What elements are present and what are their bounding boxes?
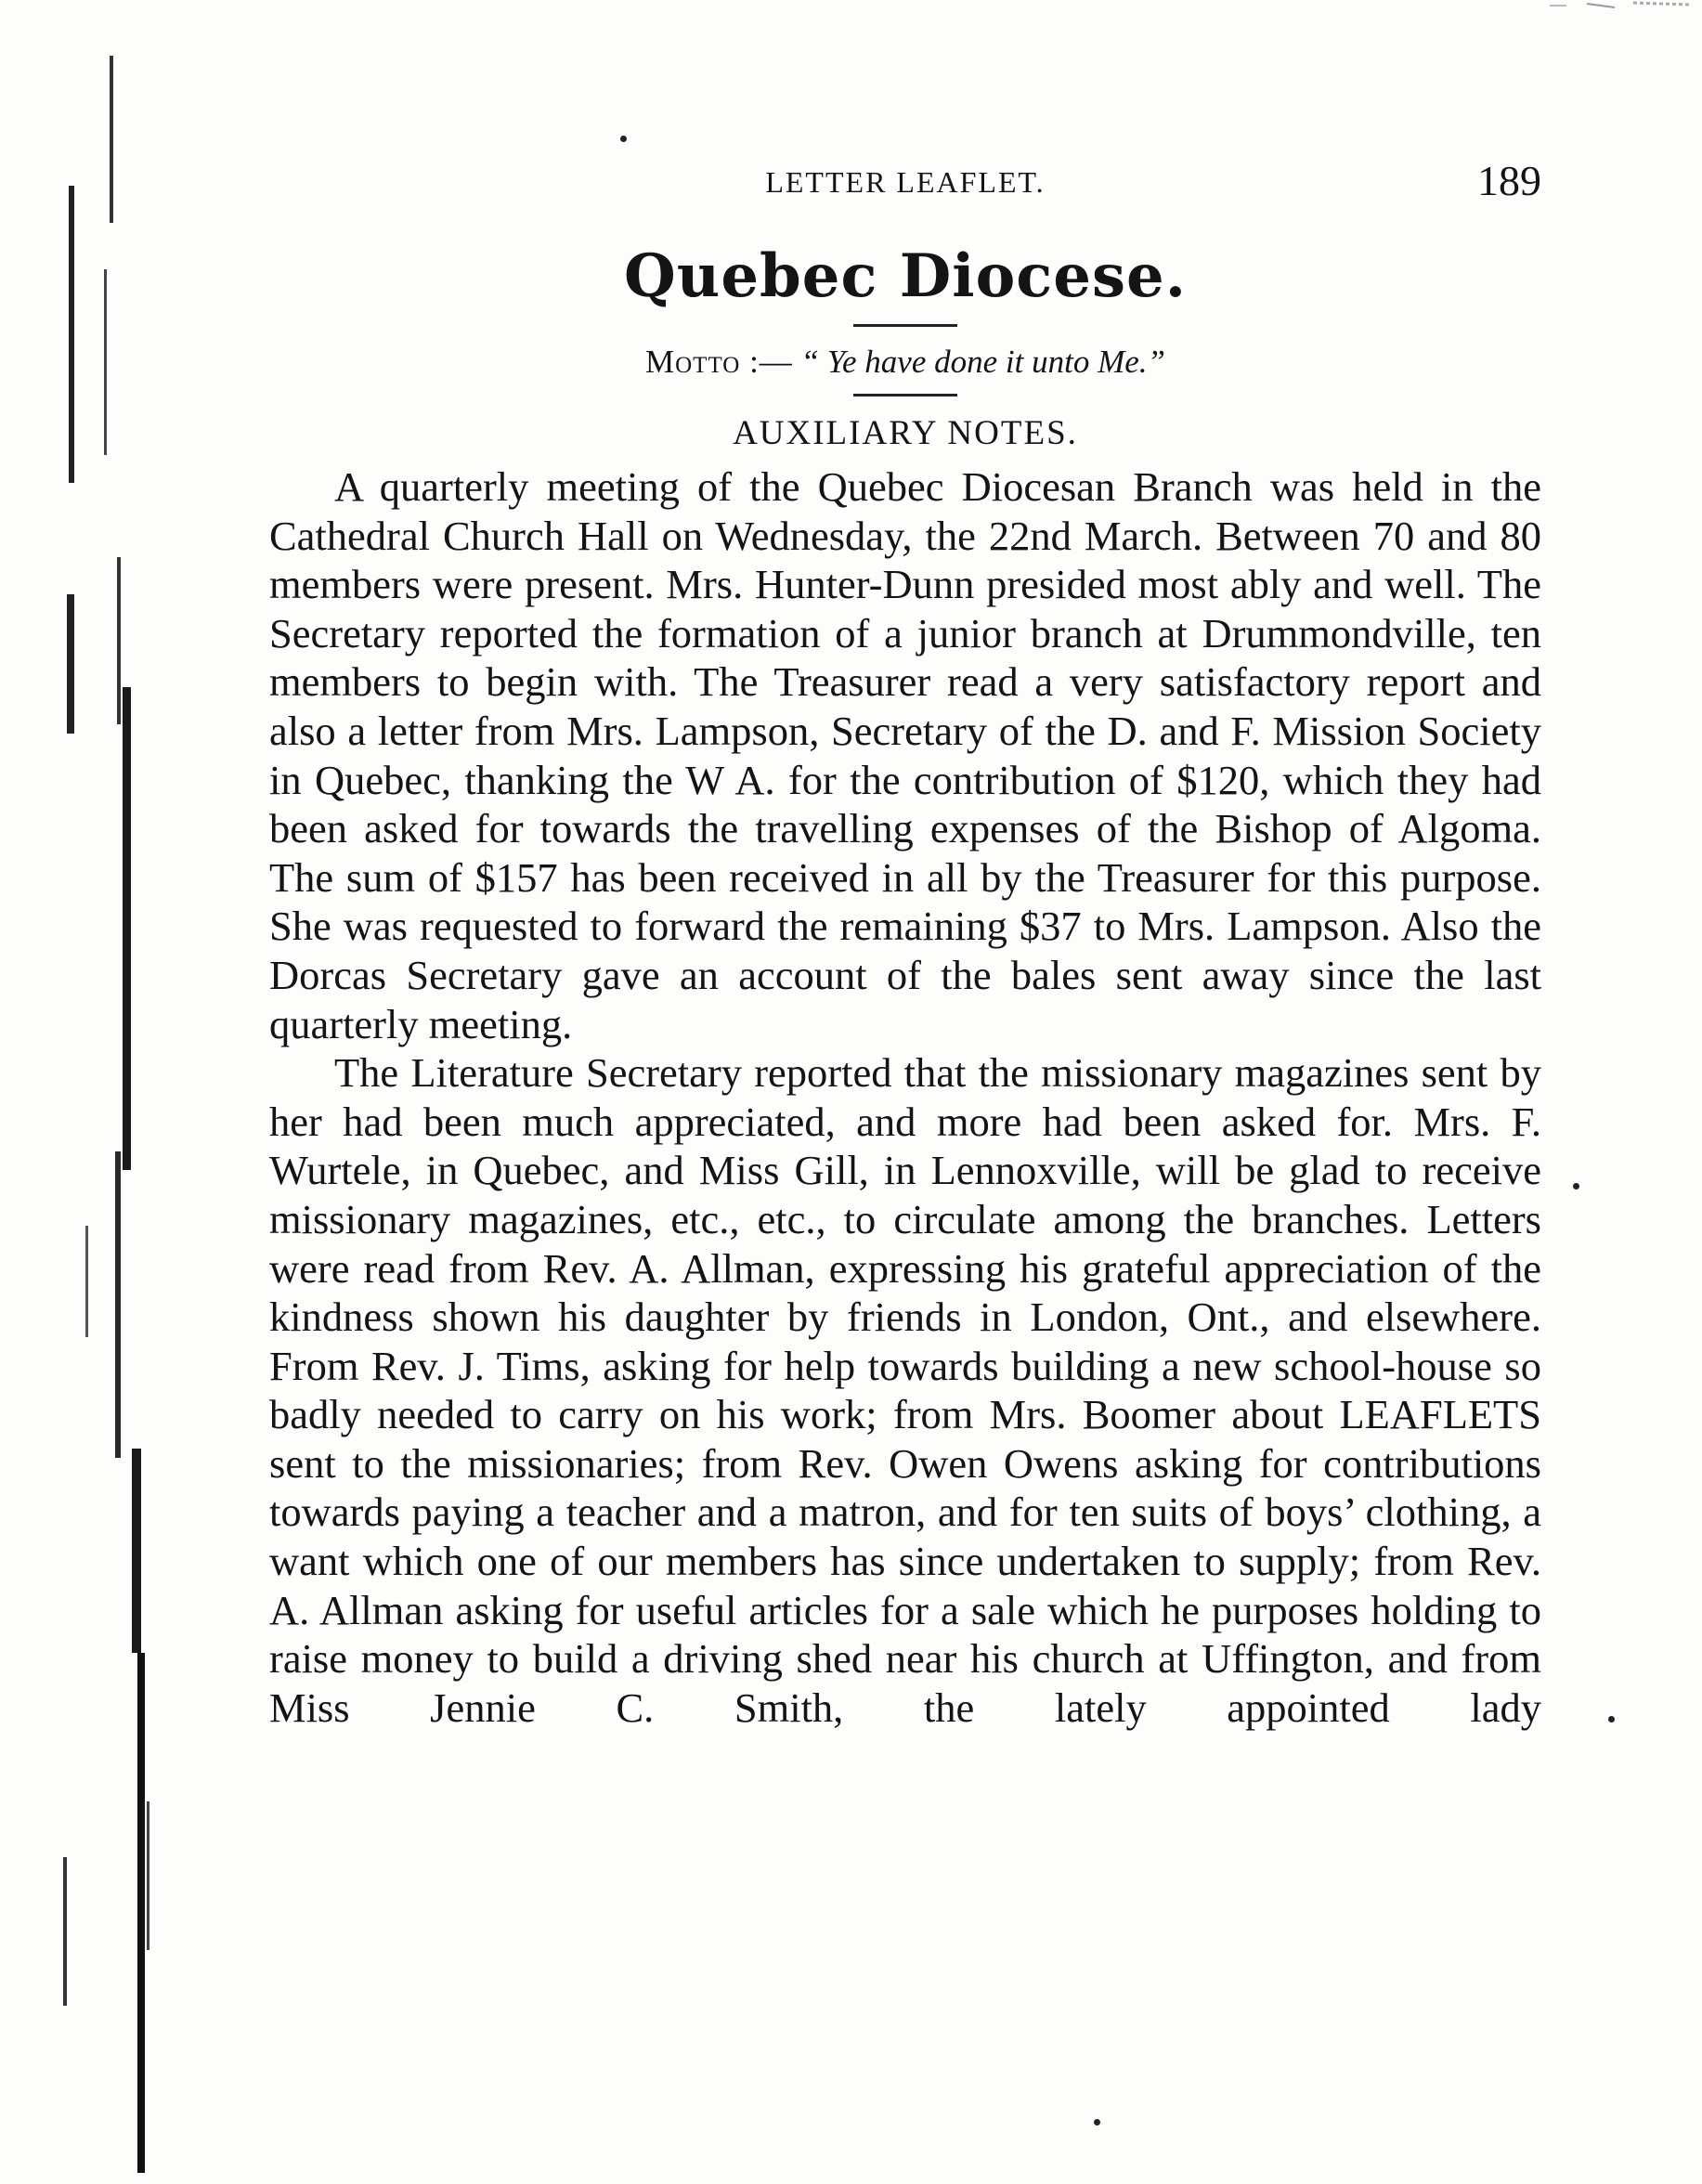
section-heading: AUXILIARY NOTES. (733, 414, 1078, 452)
body-paragraph (269, 462, 1541, 1048)
page-number: 189 (1477, 157, 1541, 204)
motto-rule (853, 394, 957, 396)
motto-lead: Motto :— (645, 344, 793, 380)
paragraph-text: The Literature Secretary reported that the missionary magazines sent by her had been much appreciated, and more had been asked for. Mrs. F. Wurtele, in Quebec, and Miss Gill, in Lennoxville, will be glad to receive missionary magazines, etc., etc., to circulate among the branches. Letters were read from Rev. A. Allman, expressing his grateful appreciation of the kindness shown his daughter by friends in London, Ont., and elsewhere. From Rev. J. Tims, asking for help towards building a new school-house so badly needed to carry on his work; from Mrs. Boomer about LEAFLETS sent to the missionaries; from Rev. Owen Owens asking for contributions towards paying a teacher and a matron, and for ten suits of boys’ clothing, a want which one of our members has since undertaken to supply; from Rev. A. Allman asking for useful articles for a sale which he purposes holding to raise money to build a driving shed near his church at Uffington, and from Miss Jennie C. Smith, the lately appointed lady (269, 1049, 1541, 1731)
ink-speck (1573, 1183, 1579, 1190)
page-text (269, 149, 1541, 1732)
paragraph-text: A quarterly meeting of the Quebec Diocesan Branch was held in the Cathedral Church Hall on Wednesday, the 22nd March. Between 70 and 80 members were present. Mrs. Hunter-Dunn presided most ably and well. The Secretary reported the formation of a junior branch at Drummondville, ten members to begin with. The Treasurer read a very satisfactory report and also a letter from Mrs. Lampson, Secretary of the D. and F. Mission Society in Quebec, thanking the W A. for the contribution of $120, which they had been asked for towards the travelling expenses of the Bishop of Algoma. The sum of $157 has been received in all by the Treasurer for this purpose. She was requested to forward the remaining $37 to Mrs. Lampson. Also the Dorcas Secretary gave an account of the bales sent away since the last quarterly meeting. (269, 463, 1541, 1047)
title-rule (853, 324, 957, 327)
ink-speck (620, 136, 627, 142)
running-head-title: LETTER LEAFLET. (765, 165, 1046, 199)
running-head (269, 149, 1541, 214)
section-title: Quebec Diocese. (624, 241, 1187, 311)
body-paragraph (269, 1048, 1541, 1732)
binding-edge-marks (58, 37, 160, 2173)
motto (269, 344, 1541, 381)
ink-speck (1608, 1716, 1615, 1722)
scan-noise-top (1550, 0, 1689, 13)
motto-quote: “ Ye have done it unto Me.” (800, 344, 1165, 380)
ink-speck (1094, 2119, 1100, 2126)
